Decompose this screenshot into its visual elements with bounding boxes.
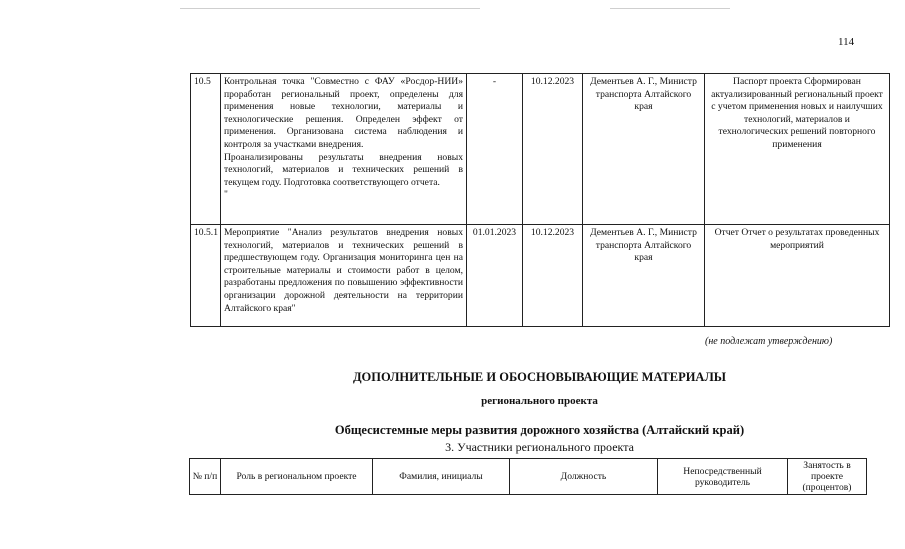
row-description: Мероприятие "Анализ результатов внедрения новых технологий, материалов и технических решений в предшествующем году. Организация мониторинга цен на строительные материалы и стоимости работ в целом, разработаны предложения по повышению эффективности организации дорожной деятельности на территории Алтайского края" — [221, 225, 467, 327]
approval-note: (не подлежат утверждению) — [705, 336, 833, 347]
column-header-role: Роль в региональном проекте — [221, 459, 373, 495]
scan-artifact-top — [180, 8, 480, 9]
row-end-date: 10.12.2023 — [523, 225, 583, 327]
section-heading: ДОПОЛНИТЕЛЬНЫЕ И ОБОСНОВЫВАЮЩИЕ МАТЕРИАЛЫ — [352, 370, 727, 384]
row-result: Отчет Отчет о результатах проведенных мероприятий — [705, 225, 890, 327]
table-header-row — [190, 459, 867, 495]
column-header-number: № п/п — [190, 459, 221, 495]
row-start-date: 01.01.2023 — [467, 225, 523, 327]
row-end-date: 10.12.2023 — [523, 74, 583, 225]
page-number: 114 — [838, 36, 855, 48]
table-row — [191, 74, 890, 225]
row-number: 10.5 — [191, 74, 221, 225]
row-result: Паспорт проекта Сформирован актуализированный региональный проект с учетом применения новых и наилучших технологий, материалов и технологических решений повторного применения — [705, 74, 890, 225]
project-title: Общесистемные меры развития дорожного хозяйства (Алтайский край) — [334, 423, 745, 437]
column-header-workload: Занятость в проекте (процентов) — [788, 459, 867, 495]
row-description: Контрольная точка "Совместно с ФАУ «Росдор-НИИ» проработан региональный проект, определены для применения новые технологии, материалы и технологические решения. Определен эффект от применения. Организована система наблюдения и контроля за участками внедрения. Проанализированы результаты внедрения новых технологий, материалов и технических решений в текущем году. Подготовка соответствующего отчета. " — [221, 74, 467, 225]
scan-artifact-top-right — [610, 8, 730, 9]
column-header-name: Фамилия, инициалы — [373, 459, 510, 495]
section-subheading: регионального проекта — [481, 395, 598, 407]
row-start-date: - — [467, 74, 523, 225]
participants-table — [189, 458, 867, 495]
column-header-position: Должность — [510, 459, 658, 495]
row-responsible: Дементьев А. Г., Министр транспорта Алтайского края — [583, 74, 705, 225]
row-number: 10.5.1 — [191, 225, 221, 327]
participants-title: 3. Участники регионального проекта — [445, 440, 634, 454]
column-header-supervisor: Непосредственный руководитель — [658, 459, 788, 495]
row-responsible: Дементьев А. Г., Министр транспорта Алтайского края — [583, 225, 705, 327]
milestones-table — [190, 73, 890, 327]
table-row — [191, 225, 890, 327]
